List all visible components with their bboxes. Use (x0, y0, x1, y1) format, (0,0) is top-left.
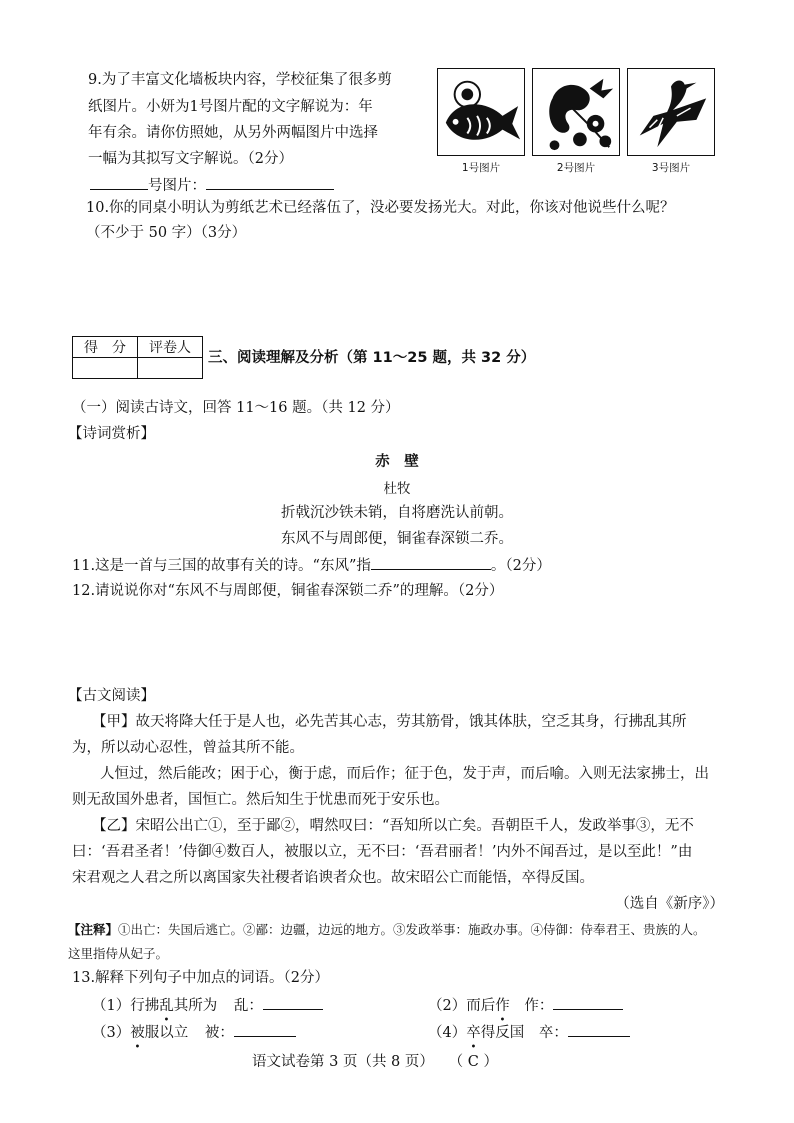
yi-line-2: 曰：‘吾君圣者！’侍御④数百人，被服以立，无不曰：‘吾君丽者！’内外不闻吾过，是以至此！”由 (72, 844, 693, 860)
poem-line-2: 东风不与周郎便，铜雀春深锁二乔。 (281, 531, 513, 547)
q9-answer-line (90, 175, 334, 196)
notes-text: ①出亡：失国后逃亡。②鄙：边疆，边远的地方。③发政举事：施政办事。④侍御：侍奉君王、贵族的人。 (118, 922, 706, 937)
picture-3 (627, 68, 715, 156)
dotted-word-bei: 被 (130, 1025, 145, 1041)
notes-label: 【注释】 (68, 922, 119, 937)
q13-item-2: （2）而后作 作： (428, 995, 623, 1016)
picture-1-caption: 1号图片 (461, 162, 501, 174)
q13-item-4: （4）卒得反国 卒： (428, 1022, 630, 1043)
q9-line-2: 纸图片。小妍为1号图片配的文字解说为：年 (88, 99, 373, 115)
fish-papercut-icon (438, 69, 524, 155)
picture-2-caption: 2号图片 (556, 162, 596, 174)
section-3-title: 三、阅读理解及分析（第 11～25 题，共 32 分） (208, 350, 536, 366)
footer-version: （ C ） (455, 1054, 498, 1070)
q13-item-3: （3）被服以立 被： (92, 1022, 296, 1043)
q13-blank-1[interactable] (263, 995, 323, 1010)
q9-answer-label: 号图片： (148, 178, 206, 194)
q11-text: 11.这是一首与三国的故事有关的诗。“东风”指 (72, 558, 371, 574)
notes-line-2: 这里指侍从妃子。 (68, 946, 169, 961)
poem-author: 杜牧 (383, 481, 411, 497)
page-footer (252, 1052, 498, 1072)
poem-title: 赤 壁 (375, 454, 419, 470)
dotted-word-zu: 卒 (466, 1025, 481, 1041)
jia-line-2: 为，所以动心忍性，曾益其所不能。 (72, 740, 304, 756)
notes-line-1 (68, 920, 706, 940)
q9-answer-blank[interactable] (206, 175, 334, 190)
crane-papercut-icon (628, 69, 714, 155)
q12: 12.请说说你对“东风不与周郎便，铜雀春深锁二乔”的理解。（2分） (72, 583, 504, 599)
dotted-word-luan: 乱 (159, 998, 174, 1014)
grader-cell[interactable] (138, 358, 203, 379)
picture-2 (532, 68, 620, 156)
q13-blank-2[interactable] (553, 995, 623, 1010)
bird-flower-papercut-icon (533, 69, 619, 155)
yi-line-1: 【乙】宋昭公出亡①，至于鄙②，喟然叹曰：“吾知所以亡矣。吾朝臣千人，发政举事③，无不 (92, 818, 694, 834)
grader-header: 评卷人 (138, 337, 203, 358)
q13-blank-3[interactable] (234, 1022, 296, 1037)
yi-source: （选自《新序》） (615, 896, 724, 912)
q10-line-1: 10.你的同桌小明认为剪纸艺术已经落伍了，没必要发扬光大。对此，你该对他说些什么呢？ (86, 200, 675, 216)
q11-blank[interactable] (371, 555, 491, 570)
score-cell[interactable] (73, 358, 138, 379)
jia-line-4: 则无敌国外患者，国恒亡。然后知生于忧患而死于安乐也。 (72, 792, 449, 808)
footer-page-text: 语文试卷第 3 页（共 8 页） (252, 1054, 434, 1070)
q13-blank-4[interactable] (568, 1022, 630, 1037)
q11-points: 。（2分） (490, 558, 551, 574)
q10-line-2: （不少于 50 字）（3分） (86, 225, 247, 241)
picture-1 (437, 68, 525, 156)
q9-number-blank[interactable] (90, 175, 148, 190)
picture-3-caption: 3号图片 (651, 162, 691, 174)
q13-stem: 13.解释下列句子中加点的词语。（2分） (72, 970, 330, 986)
jia-line-3: 人恒过，然后能改；困于心，衡于虑，而后作；征于色，发于声，而后喻。入则无法家拂士，出 (100, 766, 709, 782)
q9-line-4: 一幅为其拟写文字解说。（2分） (88, 151, 293, 167)
q9-line-1: 9.为了丰富文化墙板块内容，学校征集了很多剪 (88, 72, 392, 88)
jia-line-1: 【甲】故天将降大任于是人也，必先苦其心志，劳其筋骨，饿其体肤，空乏其身，行拂乱其所 (92, 714, 687, 730)
grade-box (72, 336, 203, 379)
poem-heading: 【诗词赏析】 (68, 426, 155, 442)
yi-line-3: 宋君观之人君之所以离国家失社稷者谄谀者众也。故宋昭公亡而能悟，卒得反国。 (72, 870, 594, 886)
q9-line-3: 年有余。请你仿照她，从另外两幅图片中选择 (88, 125, 378, 141)
part-1-intro: （一）阅读古诗文，回答 11～16 题。（共 12 分） (72, 400, 400, 416)
poem-line-1: 折戟沉沙铁未销，自将磨洗认前朝。 (281, 505, 513, 521)
q11 (72, 555, 551, 576)
q13-item-1: （1）行拂乱其所为 乱： (92, 995, 323, 1016)
classical-heading: 【古文阅读】 (68, 688, 155, 704)
dotted-word-zuo: 作 (495, 998, 510, 1014)
score-header: 得 分 (73, 337, 138, 358)
